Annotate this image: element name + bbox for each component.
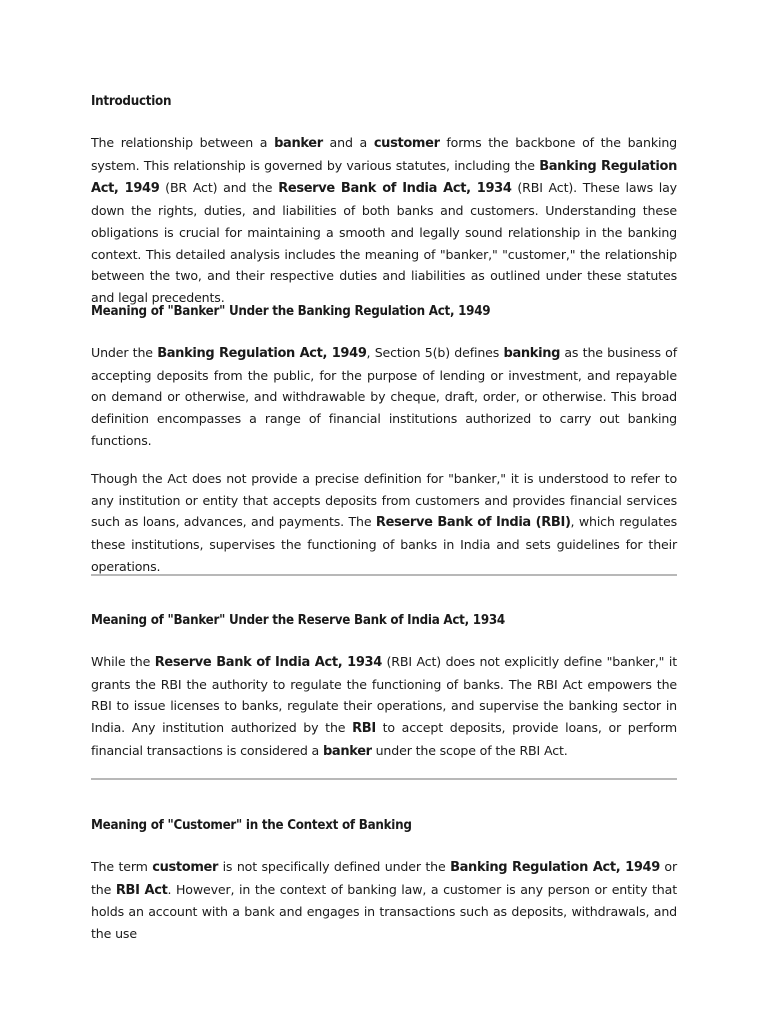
bold-term: customer: [373, 136, 440, 151]
bold-term: Reserve Bank of India (RBI): [375, 515, 571, 531]
paragraph: The relationship between a banker and a customer forms the backbone of the banking system. This relationship is governed by various statutes, including the Banking Regulation Act, 1949 (BR Act) and the Reserve Bank of India Act, 1934 (RBI Act). These laws lay down the rights, duties, and liabilities of both banks and customers. Understanding these obligations is crucial for maintaining a smooth and legally sound relationship in the banking context. This detailed analysis includes the meaning of "banker," "customer," the relationship between the two, and their respective duties and liabilities as outlined under these statutes and legal precedents.: [91, 135, 678, 305]
bold-term: RBI Act: [115, 882, 168, 898]
section-heading-banker-br-act: Meaning of "Banker" Under the Banking Regulation Act, 1949: [91, 304, 491, 319]
paragraph: Though the Act does not provide a precise definition for "banker," it is understood to refer to any institution or entity that accepts deposits from customers and provides financial services such as loans, advances, and payments. The Reserve Bank of India (RBI), which regulates these institutions, supervises the functioning of banks in India and sets guidelines for their operations.: [91, 471, 677, 574]
bold-term: Reserve Bank of India Act, 1934: [154, 655, 382, 670]
paragraph: Under the Banking Regulation Act, 1949, Section 5(b) defines banking as the business of accepting deposits from the public, for the purpose of lending or investment, and repayable on demand or otherwise, and withdrawable by cheque, draft, order, or otherwise. This broad definition encompasses a range of financial institutions authorized to carry out banking functions.: [91, 345, 678, 448]
bold-term: Banking Regulation Act, 1949: [91, 158, 678, 197]
paragraph: While the Reserve Bank of India Act, 1934 (RBI Act) does not explicitly define "banker," it grants the RBI the authority to regulate the functioning of banks. The RBI Act empowers the RBI to issue licenses to banks, regulate their operations, and supervise the banking sector in India. Any institution authorized by the RBI to accept deposits, provide loans, or perform financial transactions is considered a banker under the scope of the RBI Act.: [91, 654, 677, 759]
bold-term: banking: [503, 346, 561, 361]
section-heading-customer: Meaning of "Customer" in the Context of Banking: [91, 818, 412, 833]
bold-term: RBI: [352, 721, 376, 737]
section-heading-introduction: Introduction: [91, 94, 172, 109]
section-heading-banker-rbi-act: Meaning of "Banker" Under the Reserve Bank of India Act, 1934: [91, 613, 505, 628]
bold-term: Reserve Bank of India Act, 1934: [278, 181, 512, 197]
bold-term: banker: [322, 743, 372, 759]
bold-term: Banking Regulation Act, 1949: [157, 346, 367, 361]
paragraph: The term customer is not specifically defined under the Banking Regulation Act, 1949 or the RBI Act. However, in the context of banking law, a customer is any person or entity that holds an account with a bank and engages in transactions such as deposits, withdrawals, and the use: [91, 859, 678, 942]
horizontal-divider: [91, 778, 677, 780]
bold-term: Banking Regulation Act, 1949: [450, 860, 660, 875]
bold-term: banker: [274, 136, 323, 151]
horizontal-divider: [91, 574, 677, 576]
bold-term: customer: [152, 860, 219, 875]
